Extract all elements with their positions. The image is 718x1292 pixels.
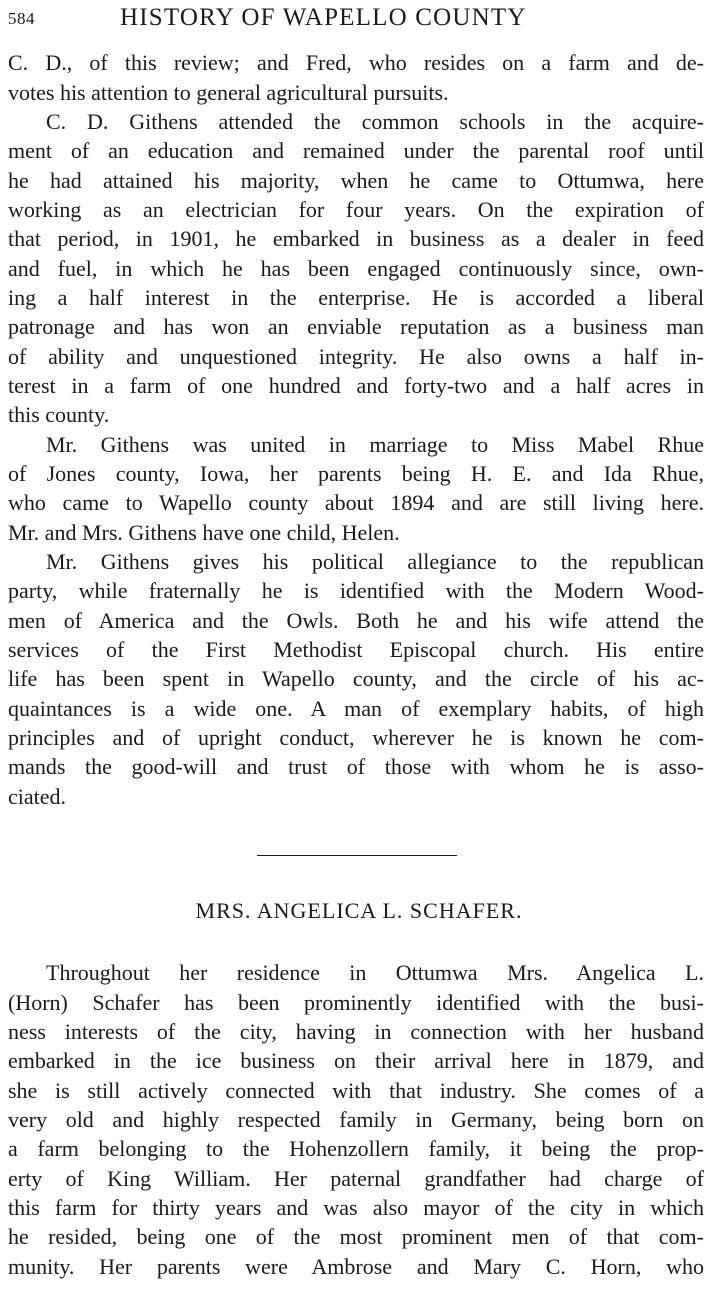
text-line: of Jones county, Iowa, her parents being H. E. and Ida Rhue, [8, 461, 704, 486]
text-line: this county. [8, 402, 110, 427]
text-line: of ability and unquestioned integrity. He also owns a half in- [8, 344, 704, 369]
text-line: a farm belonging to the Hohenzollern family, it being the prop- [8, 1136, 704, 1161]
text-line: C. D., of this review; and Fred, who resides on a farm and de- [8, 50, 704, 75]
text-line: principles and of upright conduct, wherever he is known he com- [8, 725, 704, 750]
text-line: ing a half interest in the enterprise. He is accorded a liberal [8, 285, 704, 310]
text-line: erty of King William. Her paternal grandfather had charge of [8, 1166, 704, 1191]
text-line: terest in a farm of one hundred and forty-two and a half acres in [8, 373, 704, 398]
text-line: C. D. Githens attended the common schools in the acquire- [46, 109, 704, 134]
text-line: mands the good-will and trust of those with whom he is asso- [8, 754, 704, 779]
text-line: this farm for thirty years and was also mayor of the city in which [8, 1195, 704, 1220]
text-line: Mr. Githens was united in marriage to Miss Mabel Rhue [46, 432, 704, 457]
text-line: and fuel, in which he has been engaged continuously since, own- [8, 256, 704, 281]
text-line: ment of an education and remained under the parental roof until [8, 138, 704, 163]
text-line: ness interests of the city, having in connection with her husband [8, 1019, 704, 1044]
text-line: men of America and the Owls. Both he and his wife attend the [8, 608, 704, 633]
text-line: services of the First Methodist Episcopal church. His entire [8, 637, 704, 662]
text-line: ciated. [8, 784, 67, 809]
text-line: Mr. Githens gives his political allegiance to the republican [46, 549, 704, 574]
section-title: MRS. ANGELICA L. SCHAFER. [195, 898, 523, 923]
running-head: HISTORY OF WAPELLO COUNTY [120, 4, 527, 31]
text-line: (Horn) Schafer has been prominently identified with the busi- [8, 990, 704, 1015]
text-line: he resided, being one of the most prominent men of that com- [8, 1224, 704, 1249]
text-line: that period, in 1901, he embarked in business as a dealer in feed [8, 226, 704, 251]
text-line: embarked in the ice business on their arrival here in 1879, and [8, 1048, 704, 1073]
text-line: patronage and has won an enviable reputation as a business man [8, 314, 704, 339]
text-line: Throughout her residence in Ottumwa Mrs. Angelica L. [46, 960, 704, 985]
text-line: party, while fraternally he is identified with the Modern Wood- [8, 578, 704, 603]
page-header [8, 4, 708, 34]
text-line: he had attained his majority, when he came to Ottumwa, here [8, 168, 704, 193]
text-line: who came to Wapello county about 1894 and are still living here. [8, 490, 704, 515]
text-line: votes his attention to general agricultural pursuits. [8, 80, 449, 105]
text-line: working as an electrician for four years. On the expiration of [8, 197, 704, 222]
text-line: quaintances is a wide one. A man of exemplary habits, of high [8, 696, 704, 721]
text-line: she is still actively connected with that industry. She comes of a [8, 1078, 704, 1103]
text-line: Mr. and Mrs. Githens have one child, Helen. [8, 520, 400, 545]
text-line: very old and highly respected family in Germany, being born on [8, 1107, 704, 1132]
page-number: 584 [8, 9, 35, 28]
section-divider [257, 855, 457, 856]
text-line: life has been spent in Wapello county, and the circle of his ac- [8, 666, 704, 691]
text-line: munity. Her parents were Ambrose and Mary C. Horn, who [8, 1254, 704, 1279]
